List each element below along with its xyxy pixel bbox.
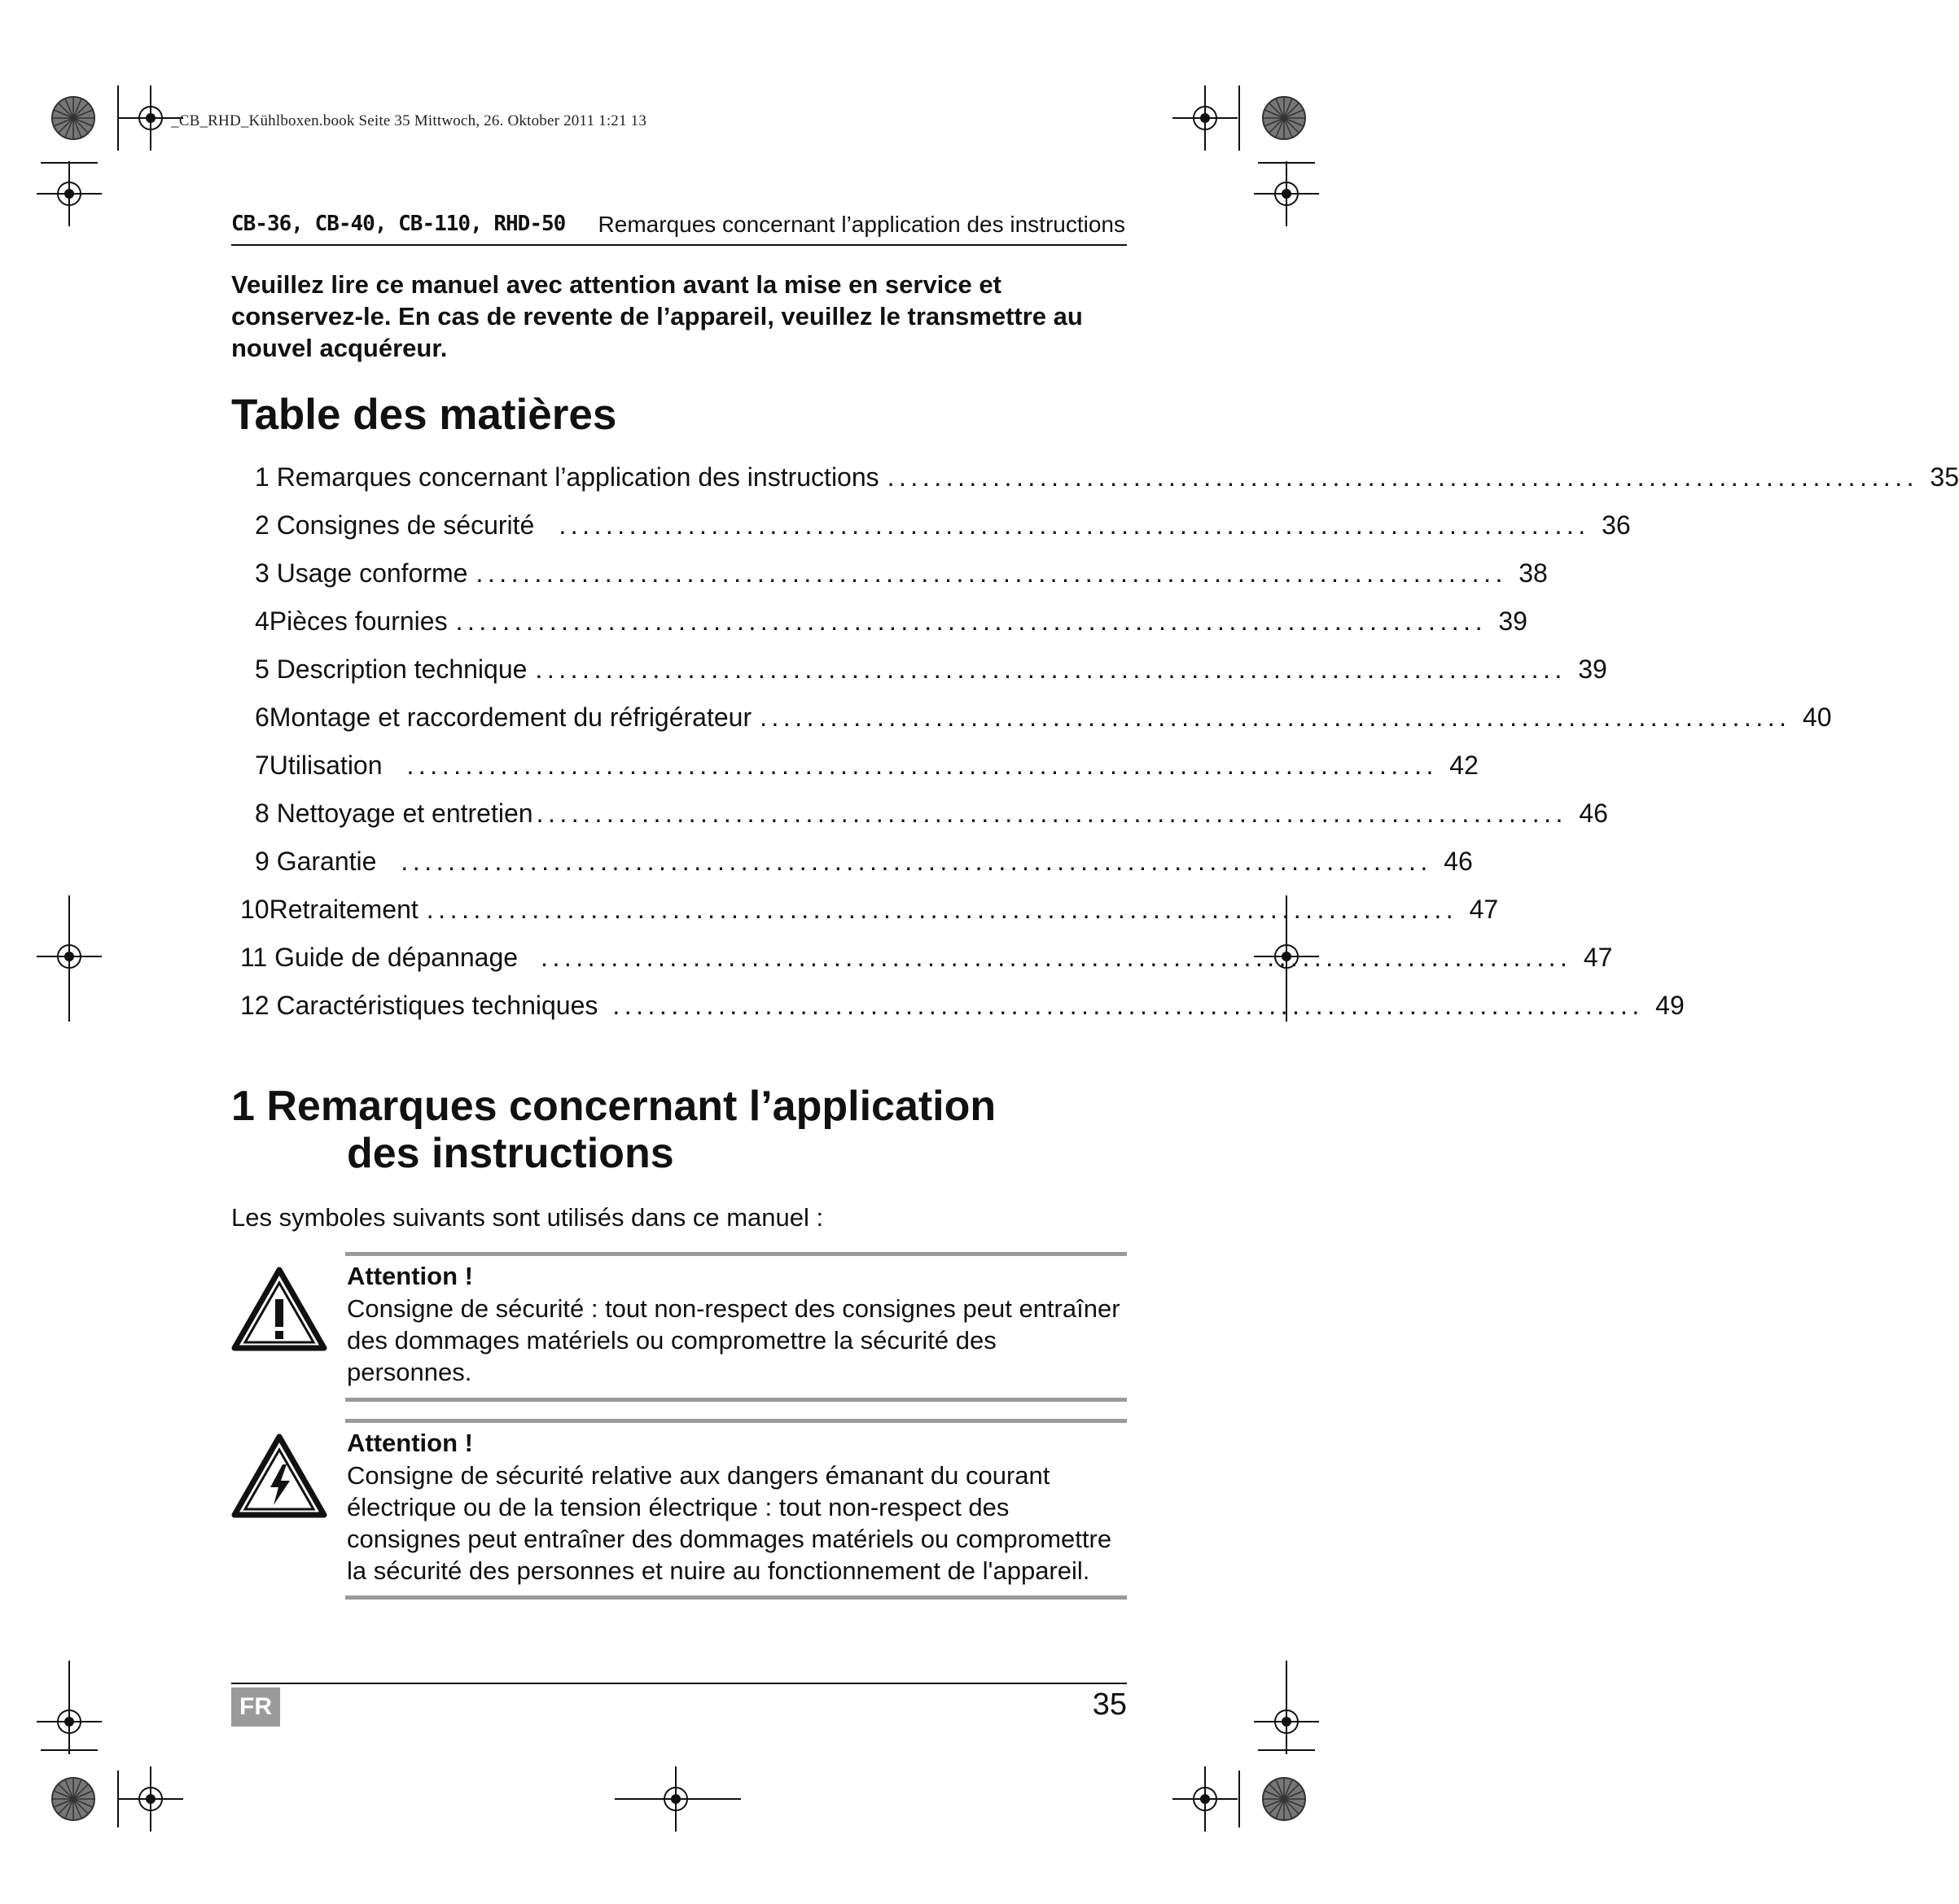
registration-mark [1254, 161, 1319, 226]
language-badge: FR [231, 1687, 280, 1727]
toc-item[interactable] [255, 749, 1479, 781]
toc-item[interactable] [255, 701, 1832, 733]
toc-leader: ........................................................................................ [541, 943, 1572, 972]
notice-bottom-rule [345, 1398, 1127, 1402]
section-heading [231, 1083, 1127, 1177]
toc-item-page: 46 [1579, 799, 1608, 828]
registration-mark [1172, 85, 1238, 151]
toc-item[interactable] [255, 557, 1548, 589]
notice-text: Consigne de sécurité : tout non-respect des consignes peut entraîner des dommages matériels ou compromettre la sécurité des personnes. [347, 1294, 1120, 1386]
notice-bottom-rule [345, 1595, 1127, 1600]
toc-item-page: 46 [1444, 847, 1473, 876]
notice-top-rule [345, 1419, 1127, 1423]
section-heading-line2: des instructions [347, 1130, 674, 1177]
toc-item-title: Retraitement [269, 895, 419, 924]
toc-item-title: Montage et raccordement du réfrigérateur [269, 703, 752, 732]
registration-mark [118, 1766, 183, 1832]
section-lead: Les symboles suivants sont utilisés dans ce manuel : [231, 1203, 824, 1232]
toc-item-number: 8 [255, 799, 270, 828]
toc-item-page: 42 [1449, 751, 1479, 780]
color-bar-mark [52, 1778, 94, 1820]
registration-mark [37, 161, 102, 226]
toc-item-page: 35 [1930, 462, 1959, 492]
toc-item-title: Caractéristiques techniques [276, 991, 598, 1020]
toc-heading: Table des matières [231, 391, 617, 439]
toc-item-title: Pièces fournies [269, 606, 448, 636]
toc-leader: ........................................................................................ [406, 751, 1438, 780]
registration-mark [1172, 1766, 1238, 1832]
toc-item[interactable] [255, 461, 1959, 493]
toc-leader: ........................................................................................ [536, 799, 1567, 828]
toc-item-page: 47 [1583, 943, 1613, 972]
toc-item-number: 5 [255, 654, 270, 684]
toc-item[interactable] [255, 797, 1608, 829]
toc-leader: ........................................................................................ [426, 895, 1458, 924]
toc-item-number: 7 [255, 751, 270, 780]
color-bar-mark [52, 97, 94, 139]
notice-electrical [231, 1412, 1127, 1604]
toc-item-title: Remarques concernant l’application des instructions [276, 462, 879, 492]
toc-leader: ........................................................................................ [559, 510, 1590, 540]
color-bar-mark [1263, 1778, 1305, 1820]
toc-item-page: 38 [1519, 558, 1548, 588]
toc-item-number: 2 [255, 510, 270, 540]
toc-item-number: 4 [255, 606, 270, 636]
toc-item-title: Garantie [276, 847, 377, 876]
notice-warning [231, 1245, 1127, 1408]
toc-item-number: 12 [240, 991, 270, 1020]
toc-item[interactable] [240, 941, 1613, 974]
notice-title: Attention ! [347, 1429, 473, 1457]
toc-item-page: 47 [1469, 895, 1499, 924]
color-bar-mark [1263, 97, 1305, 139]
toc-item-number: 3 [255, 558, 270, 588]
header-section-title: Remarques concernant l’application des instructions [598, 212, 1125, 237]
header-rule [231, 244, 1127, 246]
toc-item-page: 39 [1498, 606, 1527, 636]
notice-top-rule [345, 1252, 1127, 1256]
toc-item[interactable] [240, 989, 1685, 1022]
toc-item-title: Consignes de sécurité [276, 510, 535, 540]
toc-item[interactable] [255, 653, 1607, 685]
page-number: 35 [1092, 1687, 1127, 1722]
toc-leader: ........................................................................................ [887, 462, 1919, 492]
toc-leader: ........................................................................................ [401, 847, 1432, 876]
notice-title: Attention ! [347, 1262, 473, 1290]
toc-item-title: Usage conforme [276, 558, 468, 588]
electrical-hazard-icon [231, 1433, 327, 1518]
toc-item-title: Description technique [276, 654, 528, 684]
toc-item-page: 40 [1802, 703, 1832, 732]
toc-leader: ........................................................................................ [760, 703, 1791, 732]
toc-item-page: 49 [1655, 991, 1685, 1020]
toc-leader: ........................................................................................ [612, 991, 1644, 1020]
toc-item[interactable] [255, 605, 1527, 637]
toc-item[interactable] [240, 893, 1499, 926]
toc-item-title: Utilisation [269, 751, 383, 780]
section-heading-line1: 1 Remarques concernant l’application [231, 1083, 997, 1130]
toc-item-title: Guide de dépannage [274, 943, 519, 972]
footer-rule [231, 1683, 1127, 1684]
toc-item-number: 1 [255, 462, 270, 492]
toc-item[interactable] [255, 509, 1631, 541]
toc-item[interactable] [255, 845, 1473, 878]
toc-leader: ........................................................................................ [455, 606, 1487, 636]
toc-item-page: 36 [1602, 510, 1631, 540]
toc-item-number: 10 [240, 895, 270, 924]
toc-item-number: 11 [240, 943, 268, 972]
notice-text: Consigne de sécurité relative aux dangers émanant du courant électrique ou de la tension électrique : tout non-respect des consignes peut entraîner des dommages matériels ou compromettre la sécurité des personnes et nuire au fonctionnement de l'appareil. [347, 1461, 1112, 1585]
book-file-info: _CB_RHD_Kühlboxen.book Seite 35 Mittwoch, 26. Oktober 2011 1:21 13 [171, 112, 647, 129]
toc-item-page: 39 [1578, 654, 1607, 684]
intro-paragraph: Veuillez lire ce manuel avec attention avant la mise en service et conservez-le. En cas de revente de l’appareil, veuillez le transmettre au nouvel acquéreur. [231, 270, 1083, 362]
warning-exclamation-icon [231, 1267, 327, 1351]
toc-item-number: 6 [255, 703, 270, 732]
toc-leader: ........................................................................................ [535, 654, 1567, 684]
toc-item-number: 9 [255, 847, 270, 876]
toc-item-title: Nettoyage et entretien [276, 799, 533, 828]
toc-leader: ........................................................................................ [476, 558, 1507, 588]
header-models: CB-36, CB-40, CB-110, RHD-50 [231, 212, 566, 236]
